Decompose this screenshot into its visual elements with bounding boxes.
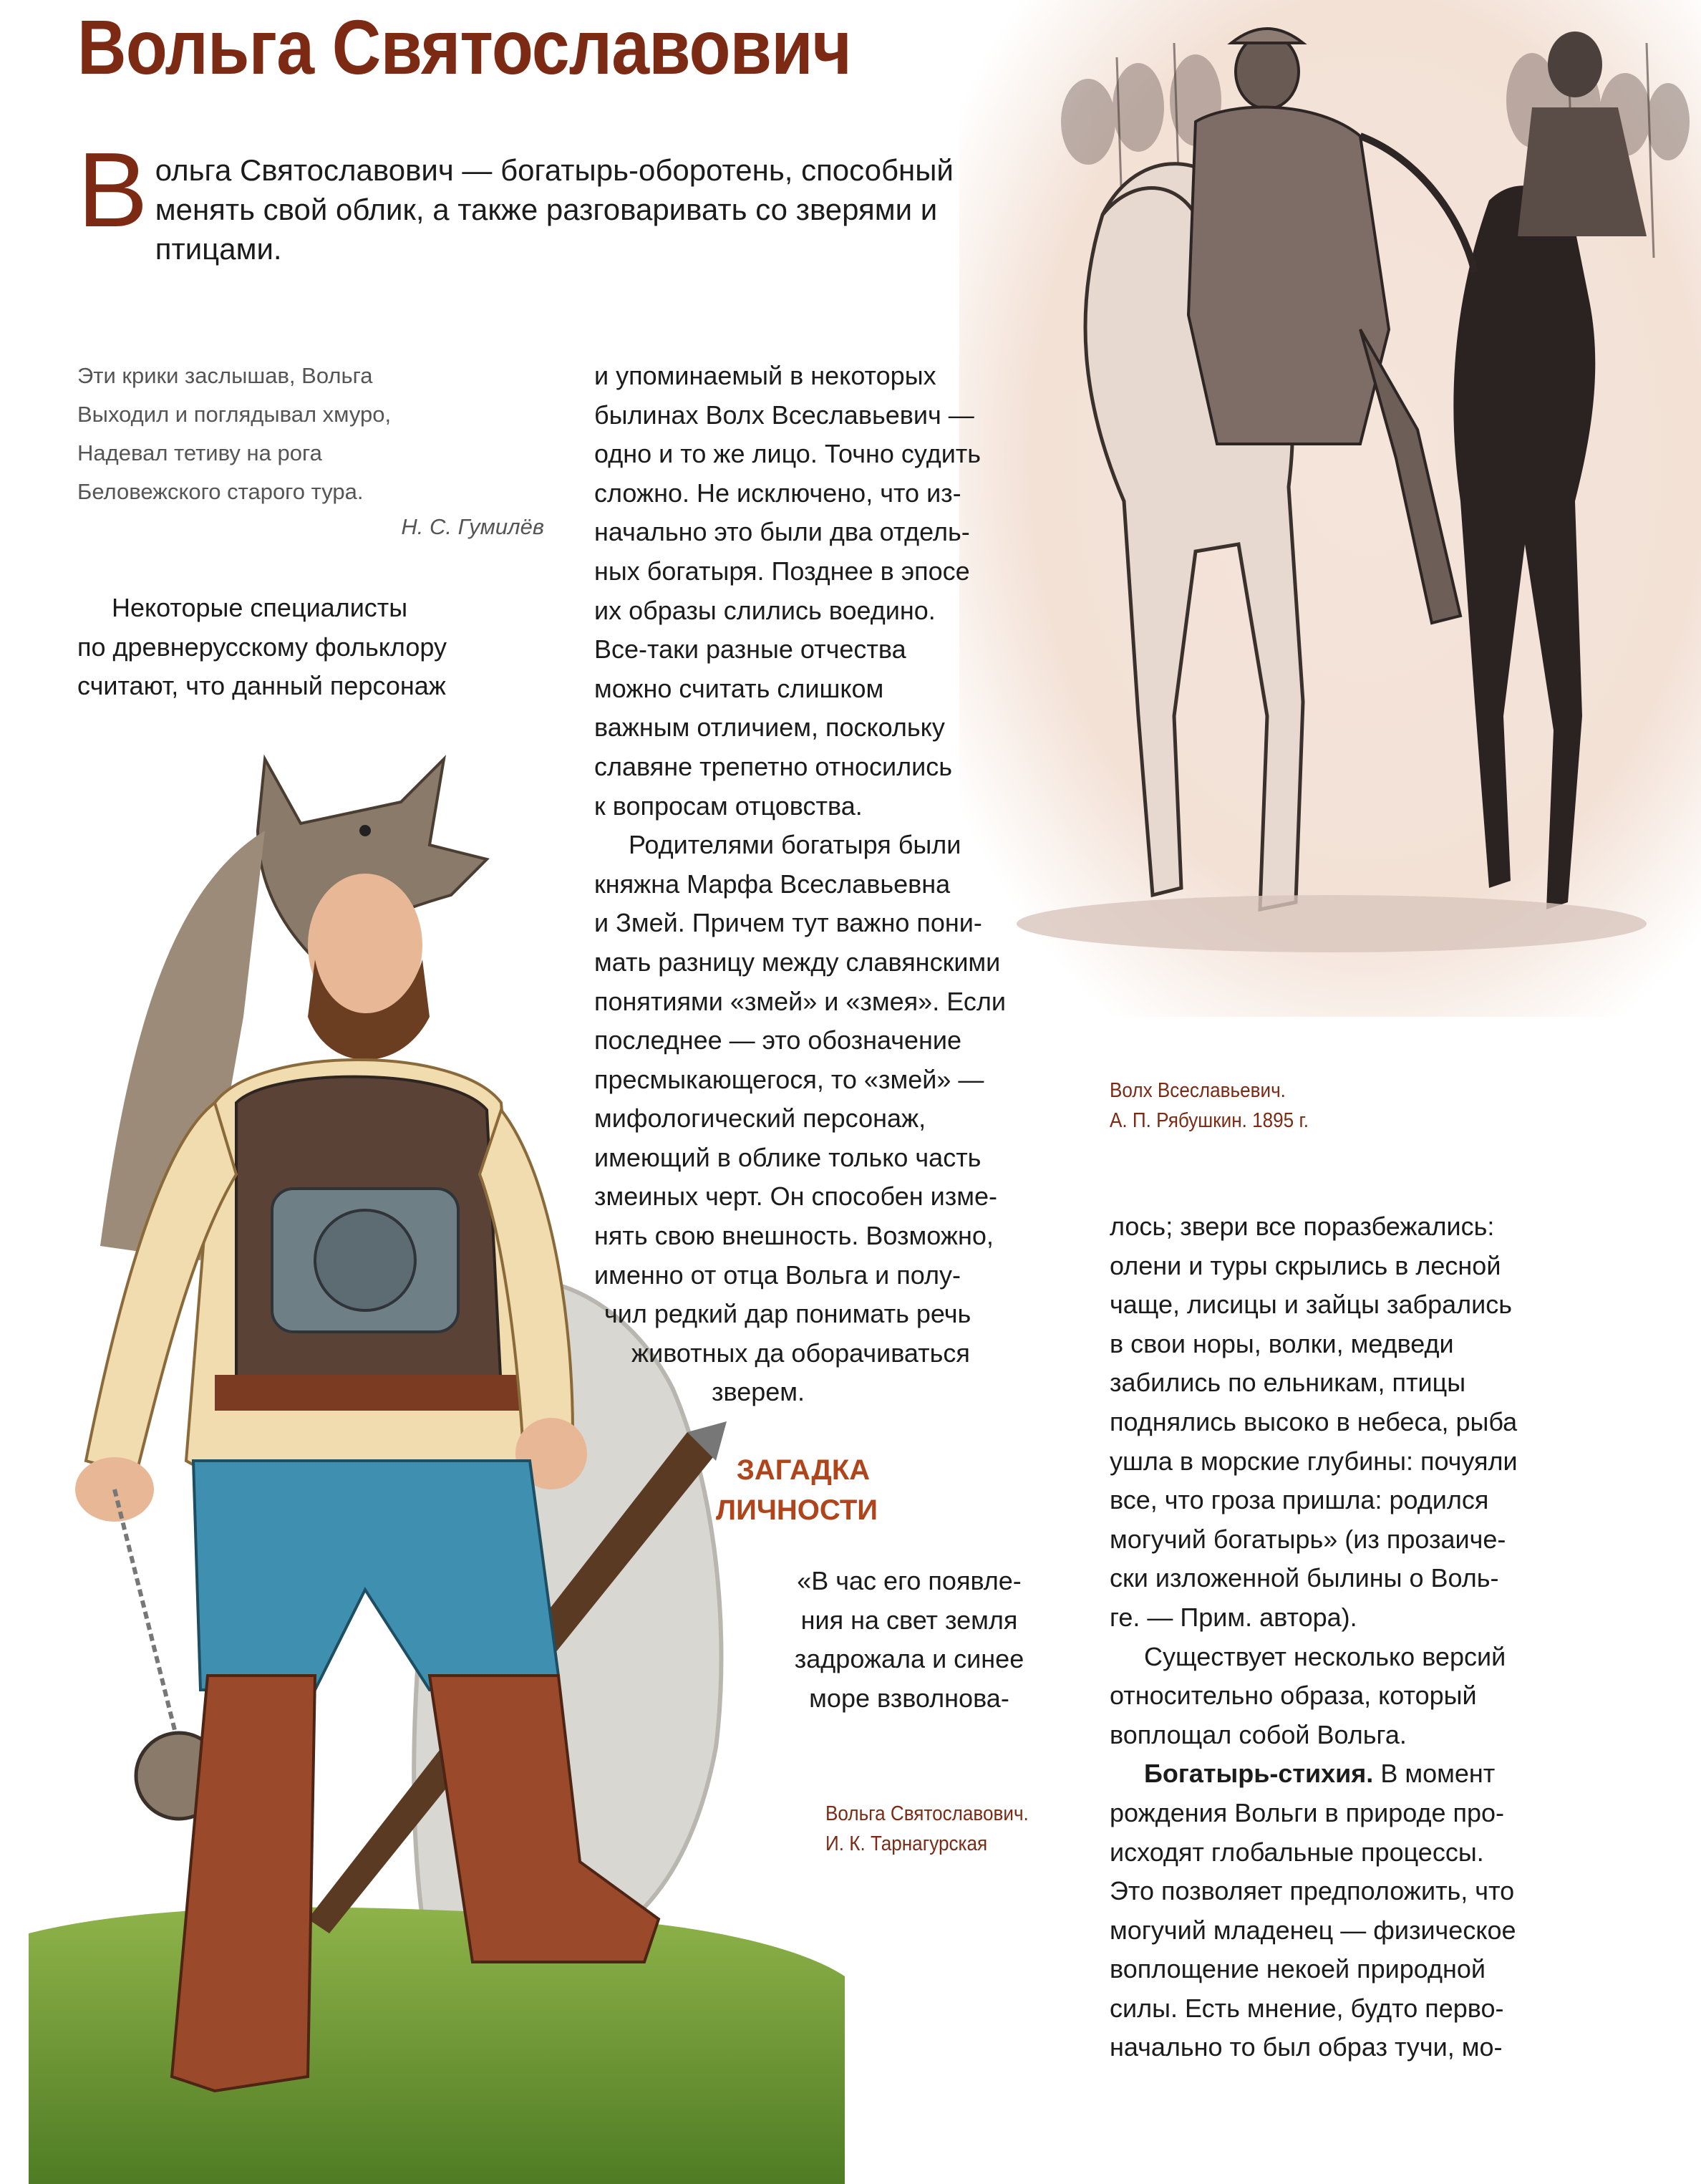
intro-text: ольга Святославович — богатырь-оборотень, способный менять свой облик, а также разговаривать со зверями и птицами. xyxy=(155,153,954,266)
text-line: чил редкий дар понимать речь xyxy=(604,1299,971,1329)
text-line: и упоминаемый в некоторых xyxy=(594,361,936,390)
epigraph-line: Выходил и поглядывал хмуро, xyxy=(77,402,392,427)
text-line: ушла в морские глубины: почуяли xyxy=(1110,1446,1518,1476)
caption-line: Вольга Святославович. xyxy=(825,1802,1029,1825)
caption-line: А. П. Рябушкин. 1895 г. xyxy=(1110,1109,1309,1132)
epigraph-line: Надевал тетиву на рога xyxy=(77,440,322,465)
riddle-heading-line: ЗАГАДКА xyxy=(736,1454,871,1486)
text-line xyxy=(1110,1754,1611,1794)
epigraph-line: Эти крики заслышав, Вольга xyxy=(77,363,373,388)
text-line: все, что гроза пришла: родился xyxy=(1110,1485,1489,1515)
text-line: княжна Марфа Всеславьевна xyxy=(594,869,951,899)
text-line: воплощал собой Вольга. xyxy=(1110,1719,1407,1749)
text-line: в свои норы, волки, медведи xyxy=(1110,1328,1454,1358)
text-line: исходят глобальные процессы. xyxy=(1110,1837,1484,1867)
epigraph xyxy=(77,357,550,511)
text-line: былинах Волх Всеславьевич — xyxy=(594,400,974,430)
caption-warrior xyxy=(825,1799,1029,1859)
text-line: воплощение некоей природной xyxy=(1110,1954,1486,1984)
text-line: Существует несколько версий xyxy=(1144,1641,1506,1671)
text-line: сложно. Не исключено, что из- xyxy=(594,478,961,508)
text-column-right xyxy=(1110,1207,1611,2067)
text-line: относительно образа, который xyxy=(1110,1681,1477,1711)
text-line: имеющий в облике только часть xyxy=(594,1142,982,1172)
text-line: последнее — это обозначение xyxy=(594,1025,962,1055)
text-line: именно от отца Вольга и полу- xyxy=(594,1260,961,1290)
caption-line: Волх Всеславьевич. xyxy=(1110,1079,1286,1102)
text-line: могучий богатырь» (из прозаиче- xyxy=(1110,1524,1506,1554)
text-line: важным отличием, поскольку xyxy=(594,712,945,743)
text-line: Это позволяет предположить, что xyxy=(1110,1876,1515,1906)
epigraph-line: Беловежского старого тура. xyxy=(77,479,364,504)
page-title: Вольга Святославович xyxy=(77,4,852,90)
text-line: олени и туры скрылись в лесной xyxy=(1110,1250,1501,1280)
caption-horsemen xyxy=(1110,1076,1309,1136)
text-line: животных да оборачиваться xyxy=(631,1338,970,1368)
text-line: нять свою внешность. Возможно, xyxy=(594,1221,994,1251)
text-line: их образы слились воедино. xyxy=(594,595,936,625)
drop-cap: В xyxy=(77,131,148,249)
text-line: «В час его появле- xyxy=(797,1566,1022,1595)
text-line: и Змей. Причем тут важно пони- xyxy=(594,908,982,938)
text-line: можно считать слишком xyxy=(594,673,884,703)
text-line: понятиями «змей» и «змея». Если xyxy=(594,986,1006,1016)
text-line: мифологический персонаж, xyxy=(594,1103,926,1134)
text-line: славяне трепетно относились xyxy=(594,751,952,781)
text-line: Все-таки разные отчества xyxy=(594,634,906,665)
bold-lead: Богатырь-стихия. xyxy=(1144,1759,1374,1789)
riddle-heading-line: ЛИЧНОСТИ xyxy=(716,1494,878,1526)
epigraph-author: Н. С. Гумилёв xyxy=(401,514,544,539)
text-line: могучий младенец — физическое xyxy=(1110,1915,1516,1945)
text-line: начально то был образ тучи, мо- xyxy=(1110,2032,1503,2062)
text-line: змеиных черт. Он способен изме- xyxy=(594,1182,997,1212)
text-line: ния на свет земля xyxy=(800,1605,1018,1635)
text-line: Родителями богатыря были xyxy=(629,830,961,860)
text-line: мать разницу между славянскими xyxy=(594,947,1001,977)
text-line: ски изложенной былины о Воль- xyxy=(1110,1563,1499,1593)
text-line: чаще, лисицы и зайцы забрались xyxy=(1110,1290,1513,1320)
text-line: начально это были два отдель- xyxy=(594,517,970,547)
bold-lead-continuation: В момент xyxy=(1373,1759,1496,1789)
caption-line: И. К. Тарнагурская xyxy=(825,1832,988,1855)
text-column-left xyxy=(77,589,550,706)
text-line: задрожала и синее xyxy=(794,1644,1024,1674)
text-column-middle xyxy=(594,357,1067,1412)
riddle-quote xyxy=(745,1562,1074,1718)
text-line: ных богатыря. Позднее в эпосе xyxy=(594,556,970,586)
text-line: зверем. xyxy=(712,1377,805,1407)
horsemen-illustration xyxy=(959,0,1701,1017)
text-line: лось; звери все поразбежались: xyxy=(1110,1212,1495,1241)
text-line: пресмыкающегося, то «змей» — xyxy=(594,1064,984,1094)
text-line: море взволнова- xyxy=(809,1683,1009,1713)
text-line: ге. — Прим. автора). xyxy=(1110,1602,1357,1632)
text-line: одно и то же лицо. Точно судить xyxy=(594,439,982,469)
text-line: к вопросам отцовства. xyxy=(594,791,863,821)
text-line: забились по ельникам, птицы xyxy=(1110,1368,1466,1398)
text-line: поднялись высоко в небеса, рыба xyxy=(1110,1406,1518,1436)
text-line: считают, что данный персонаж xyxy=(77,671,446,701)
intro-paragraph xyxy=(77,131,1037,269)
text-line: Некоторые специалисты xyxy=(112,593,408,622)
text-line: силы. Есть мнение, будто перво- xyxy=(1110,1993,1504,2023)
text-line: по древнерусскому фольклору xyxy=(77,632,447,662)
riddle-heading xyxy=(716,1450,878,1530)
text-line: рождения Вольги в природе про- xyxy=(1110,1797,1505,1827)
